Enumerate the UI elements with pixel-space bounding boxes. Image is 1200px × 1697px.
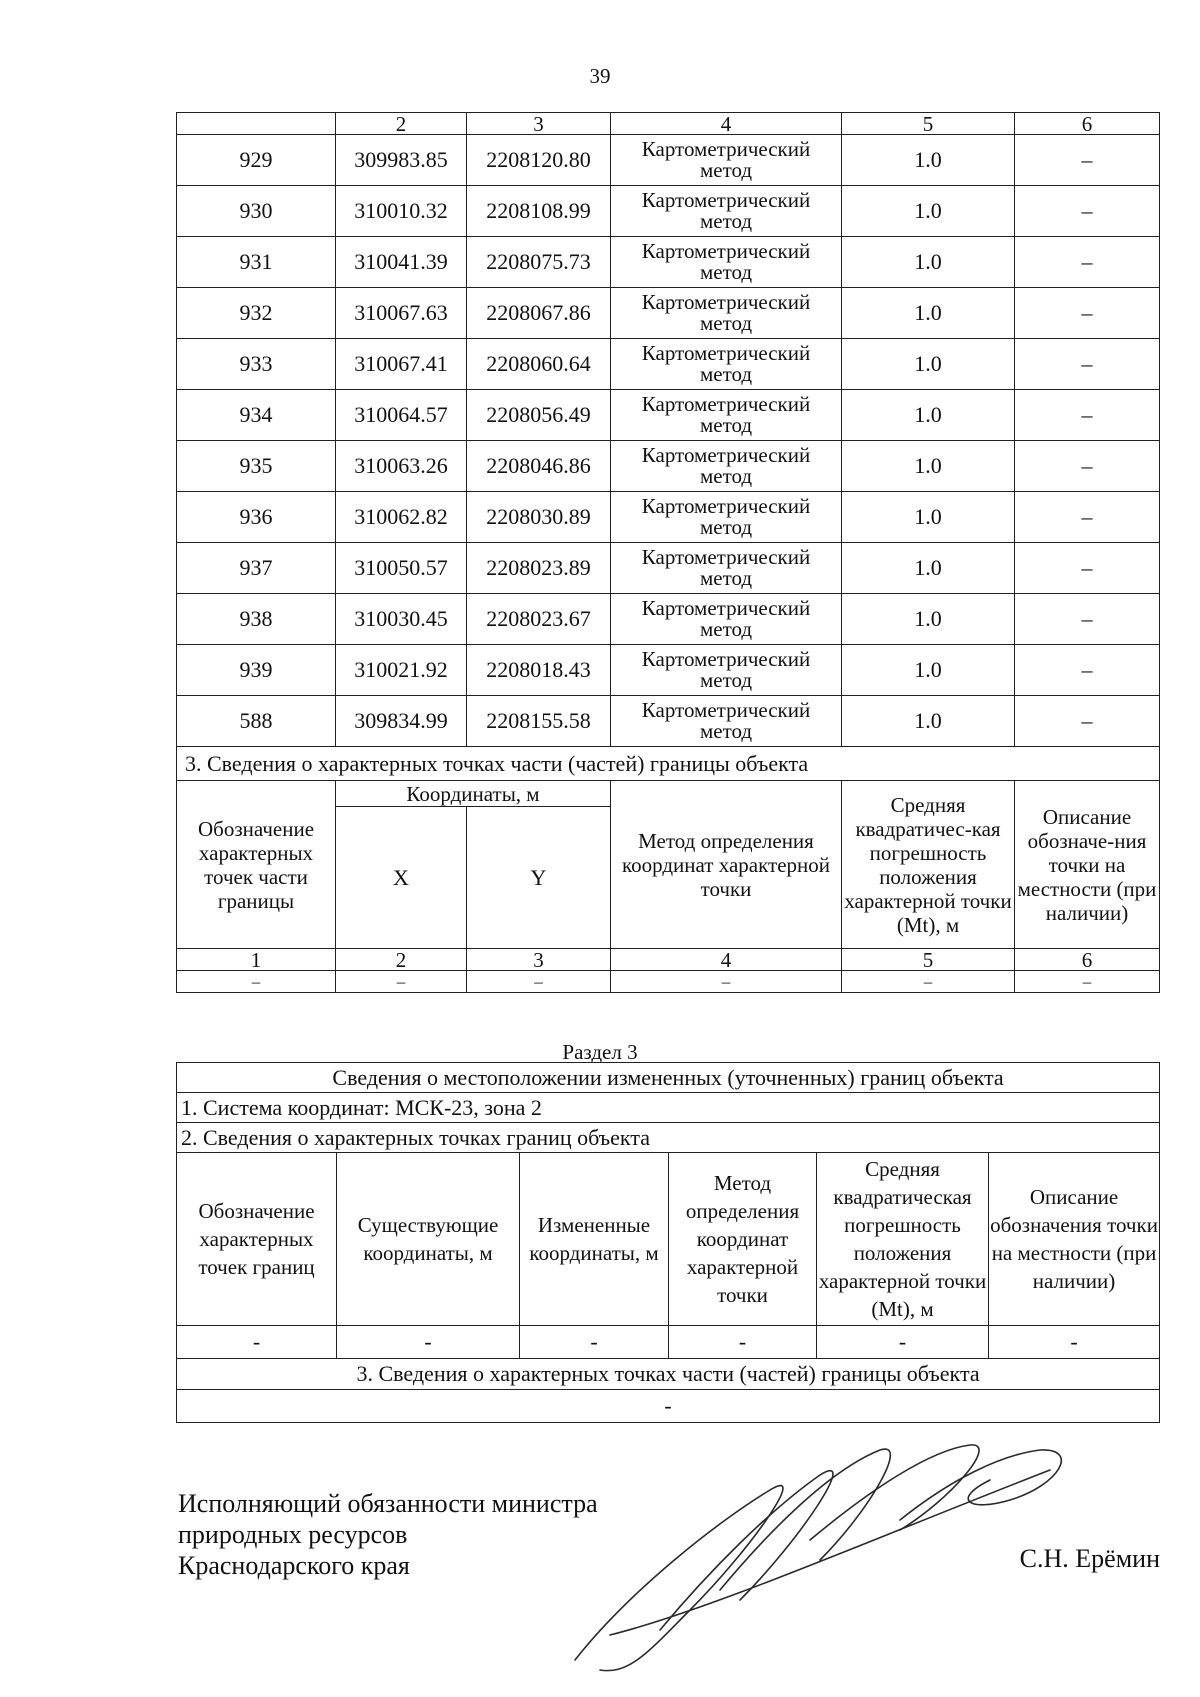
table-row (177, 288, 1160, 339)
dash-cell: - (520, 1326, 669, 1359)
accuracy-cell: 1.0 (842, 288, 1015, 339)
method-cell (611, 594, 842, 645)
column-number-cell: 4 (611, 113, 842, 135)
method-line: метод (699, 158, 753, 182)
point-id-cell: 932 (177, 288, 336, 339)
accuracy-cell: 1.0 (842, 492, 1015, 543)
position-line: Краснодарского края (178, 1551, 410, 1580)
method-line: Картометрический (641, 137, 811, 161)
y-coordinate-cell: 2208056.49 (467, 390, 611, 441)
method-line: метод (699, 617, 753, 641)
section-title: Сведения о местоположении измененных (уточненных) границ объекта (177, 1063, 1160, 1093)
table-row (177, 492, 1160, 543)
section-heading: Раздел 3 (562, 1040, 638, 1064)
header-method: Метод определения координат характерной точки (669, 1153, 817, 1326)
part-value-cell: – (1015, 971, 1160, 993)
table-row (177, 186, 1160, 237)
y-coordinate-cell: 2208108.99 (467, 186, 611, 237)
method-line: Картометрический (641, 239, 811, 263)
description-cell: – (1015, 135, 1160, 186)
column-number-cell: 5 (842, 113, 1015, 135)
part-value-cell: – (611, 971, 842, 993)
header-coordinates: Координаты, м (336, 781, 611, 807)
part-number-cell: 3 (467, 949, 611, 971)
x-coordinate-cell: 310063.26 (336, 441, 467, 492)
method-cell (611, 135, 842, 186)
method-cell (611, 288, 842, 339)
dash-cell: - (337, 1326, 520, 1359)
part-value-cell: – (177, 971, 336, 993)
point-id-cell: 933 (177, 339, 336, 390)
header-changed-coordinates: Измененные координаты, м (520, 1153, 669, 1326)
part-value-cell: – (336, 971, 467, 993)
header-accuracy: Средняя квадратическая погрешность положения характерной точки (Mt), м (817, 1153, 989, 1326)
part-value-row (177, 971, 1160, 993)
coord-system-row (177, 1093, 1160, 1123)
accuracy-cell: 1.0 (842, 339, 1015, 390)
header-row (177, 1153, 1160, 1326)
y-coordinate-cell: 2208060.64 (467, 339, 611, 390)
method-cell (611, 339, 842, 390)
description-cell: – (1015, 390, 1160, 441)
method-line: Картометрический (641, 392, 811, 416)
point-id-cell: 934 (177, 390, 336, 441)
x-coordinate-cell: 310021.92 (336, 645, 467, 696)
method-line: Картометрический (641, 188, 811, 212)
dash-cell: - (989, 1326, 1160, 1359)
method-line: метод (699, 260, 753, 284)
table-row (177, 237, 1160, 288)
point-id-cell: 938 (177, 594, 336, 645)
y-coordinate-cell: 2208018.43 (467, 645, 611, 696)
table-row (177, 441, 1160, 492)
method-line: Картометрический (641, 647, 811, 671)
point-id-cell: 931 (177, 237, 336, 288)
y-coordinate-cell: 2208120.80 (467, 135, 611, 186)
part-value: - (177, 1390, 1160, 1423)
part-number-cell: 5 (842, 949, 1015, 971)
accuracy-cell: 1.0 (842, 441, 1015, 492)
accuracy-cell: 1.0 (842, 645, 1015, 696)
accuracy-cell: 1.0 (842, 696, 1015, 747)
part-number-cell: 1 (177, 949, 336, 971)
points-title: 2. Сведения о характерных точках границ объекта (177, 1123, 1160, 1153)
header-existing-coordinates: Существующие координаты, м (337, 1153, 520, 1326)
part-title-row (177, 1359, 1160, 1390)
header-x: X (336, 807, 467, 949)
table-row (177, 339, 1160, 390)
point-id-cell: 930 (177, 186, 336, 237)
table-row (177, 645, 1160, 696)
method-line: метод (699, 311, 753, 335)
method-line: метод (699, 668, 753, 692)
method-line: Картометрический (641, 596, 811, 620)
x-coordinate-cell: 310050.57 (336, 543, 467, 594)
method-line: метод (699, 464, 753, 488)
point-id-cell: 939 (177, 645, 336, 696)
y-coordinate-cell: 2208155.58 (467, 696, 611, 747)
page-number: 39 (589, 64, 611, 88)
point-id-cell: 588 (177, 696, 336, 747)
changed-boundaries-table (176, 1062, 1160, 1423)
header-description: Описание обозначения точки на местности (при наличии) (989, 1153, 1160, 1326)
table-row (177, 135, 1160, 186)
part-number-cell: 4 (611, 949, 842, 971)
method-line: метод (699, 209, 753, 233)
x-coordinate-cell: 310067.41 (336, 339, 467, 390)
dash-row (177, 1326, 1160, 1359)
description-cell: – (1015, 645, 1160, 696)
method-cell (611, 186, 842, 237)
method-line: Картометрический (641, 494, 811, 518)
description-cell: – (1015, 288, 1160, 339)
part-value-row (177, 1390, 1160, 1423)
accuracy-cell: 1.0 (842, 390, 1015, 441)
y-coordinate-cell: 2208023.67 (467, 594, 611, 645)
method-cell (611, 492, 842, 543)
point-id-cell: 929 (177, 135, 336, 186)
method-line: метод (699, 566, 753, 590)
column-number-cell (177, 113, 336, 135)
header-y: Y (467, 807, 611, 949)
description-cell: – (1015, 441, 1160, 492)
accuracy-cell: 1.0 (842, 186, 1015, 237)
y-coordinate-cell: 2208067.86 (467, 288, 611, 339)
method-line: Картометрический (641, 545, 811, 569)
method-line: метод (699, 413, 753, 437)
header-method: Метод определения координат характерной точки (611, 781, 842, 949)
method-line: метод (699, 719, 753, 743)
y-coordinate-cell: 2208023.89 (467, 543, 611, 594)
method-line: Картометрический (641, 341, 811, 365)
column-number-row (177, 113, 1160, 135)
description-cell: – (1015, 543, 1160, 594)
header-point-label: Обозначение характерных точек границ (177, 1153, 337, 1326)
table-row (177, 594, 1160, 645)
description-cell: – (1015, 696, 1160, 747)
dash-cell: - (177, 1326, 337, 1359)
part-number-cell: 2 (336, 949, 467, 971)
column-number-cell: 3 (467, 113, 611, 135)
description-cell: – (1015, 186, 1160, 237)
accuracy-cell: 1.0 (842, 594, 1015, 645)
dash-cell: - (817, 1326, 989, 1359)
points-title-row (177, 1123, 1160, 1153)
method-line: метод (699, 515, 753, 539)
point-id-cell: 935 (177, 441, 336, 492)
method-cell (611, 696, 842, 747)
position-line: природных ресурсов (178, 1520, 408, 1549)
accuracy-cell: 1.0 (842, 543, 1015, 594)
method-cell (611, 645, 842, 696)
method-cell (611, 237, 842, 288)
part-section-title: 3. Сведения о характерных точках части (частей) границы объекта (177, 747, 1160, 781)
points-table (176, 112, 1160, 993)
part-number-cell: 6 (1015, 949, 1160, 971)
method-line: Картометрический (641, 443, 811, 467)
y-coordinate-cell: 2208046.86 (467, 441, 611, 492)
method-cell (611, 543, 842, 594)
x-coordinate-cell: 310062.82 (336, 492, 467, 543)
x-coordinate-cell: 310041.39 (336, 237, 467, 288)
method-line: Картометрический (641, 290, 811, 314)
method-cell (611, 390, 842, 441)
column-number-cell: 6 (1015, 113, 1160, 135)
header-accuracy: Средняя квадратичес-кая погрешность положения характерной точки (Mt), м (842, 781, 1015, 949)
part-value-cell: – (842, 971, 1015, 993)
signatory-position (178, 1488, 598, 1581)
method-line: Картометрический (641, 698, 811, 722)
y-coordinate-cell: 2208030.89 (467, 492, 611, 543)
table-row (177, 390, 1160, 441)
point-id-cell: 936 (177, 492, 336, 543)
method-line: метод (699, 362, 753, 386)
section-title-row (177, 1063, 1160, 1093)
x-coordinate-cell: 310064.57 (336, 390, 467, 441)
coord-system: 1. Система координат: МСК-23, зона 2 (177, 1093, 1160, 1123)
column-number-cell: 2 (336, 113, 467, 135)
x-coordinate-cell: 309834.99 (336, 696, 467, 747)
x-coordinate-cell: 309983.85 (336, 135, 467, 186)
table-row (177, 696, 1160, 747)
description-cell: – (1015, 237, 1160, 288)
header-point-label: Обозначение характерных точек части границы (177, 781, 336, 949)
dash-cell: - (669, 1326, 817, 1359)
part-header-row (177, 781, 1160, 807)
point-id-cell: 937 (177, 543, 336, 594)
position-line: Исполняющий обязанности министра (178, 1489, 598, 1518)
x-coordinate-cell: 310030.45 (336, 594, 467, 645)
part-number-row (177, 949, 1160, 971)
part-value-cell: – (467, 971, 611, 993)
y-coordinate-cell: 2208075.73 (467, 237, 611, 288)
table-row (177, 543, 1160, 594)
section-title-row (177, 747, 1160, 781)
description-cell: – (1015, 594, 1160, 645)
description-cell: – (1015, 339, 1160, 390)
part-title: 3. Сведения о характерных точках части (частей) границы объекта (177, 1359, 1160, 1390)
x-coordinate-cell: 310067.63 (336, 288, 467, 339)
accuracy-cell: 1.0 (842, 135, 1015, 186)
x-coordinate-cell: 310010.32 (336, 186, 467, 237)
description-cell: – (1015, 492, 1160, 543)
accuracy-cell: 1.0 (842, 237, 1015, 288)
header-description: Описание обозначе-ния точки на местности (при наличии) (1015, 781, 1160, 949)
method-cell (611, 441, 842, 492)
signatory-name: С.Н. Ерёмин (1019, 1544, 1160, 1573)
